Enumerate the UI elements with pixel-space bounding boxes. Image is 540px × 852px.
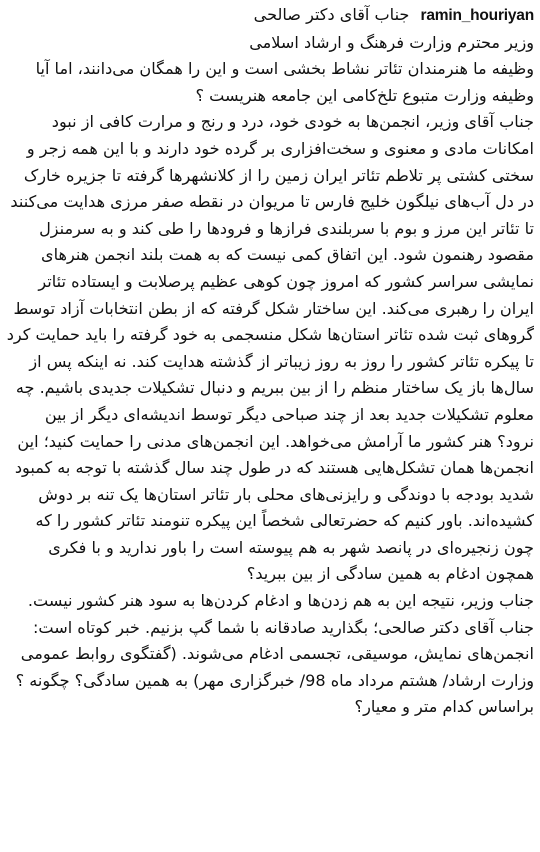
post-caption [6,2,534,852]
caption-paragraph-body: جناب آقای وزیر، انجمن‌ها به خودی خود، درد و رنج و مرارت کافی از نبود امکانات مادی و معنوی و سخت‌افزاری بر گرده خود دارند و با این همه زجر و سختی کشتی پر تلاطم تئاتر ایران زمین را از کلانشهرها گرفته تا جزیره خارک در دل آب‌های نیلگون خلیج فارس تا مریوان در نقطه صفر مرزی هدایت می‌کنند تا تئاتر این مرز و بوم با سربلندی فرازها و فرودها را طی کند و به سرمنزل مقصود رهنمون شود. این اتفاق کمی نیست که به همت بلند انجمن هنرهای نمایشی سراسر کشور که امروز چون کوهی عظیم پرصلابت و ایستاده تئاتر ایران را رهبری می‌کند. این ساختار شکل گرفته که از بطن انتخابات آزاد توسط گروهای ثبت شده تئاتر استان‌ها شکل منسجمی به خود گرفته را باید حمایت کرد تا پیکره تئاتر کشور را روز به روز زیباتر از گذشته هدایت کند. نه اینکه پس از سال‌ها باز یک ساختار منظم را از بین ببریم و دنبال تشکیلات جدیدی باشیم. چه معلوم تشکیلات جدید بعد از چند صباحی دیگر توسط اندیشه‌ای دیگر از بین نرود؟ هنر کشور ما آرامش می‌خواهد. این انجمن‌های مدنی را حمایت کنید؛ این انجمن‌ها همان تشکل‌هایی هستند که در طول چند سال گذشته با توجه به کمبود شدید بودجه با دوندگی و رایزنی‌های محلی بار تئاتر استان‌ها یک تنه بر دوش کشیده‌اند. باور کنیم که حضرتعالی شخصاً این پیکره تنومند تئاتر کشور را که چون زنجیره‌ای در پانصد شهر به هم پیوسته است را باور ندارید و با فکری همچون ادغام به همین سادگی از بین ببرید؟ [6,112,534,584]
caption-paragraph-addressee: وزیر محترم وزارت فرهنگ و ارشاد اسلامی [249,32,534,52]
caption-paragraph-salutation [6,2,534,30]
post-username[interactable]: ramin_houriyan [420,7,534,24]
caption-paragraph-intro: وظیفه ما هنرمندان تئاتر نشاط بخشی است و این را همگان می‌دانند، اما آیا وظیفه وزارت متبوع تلخ‌کامی این جامعه هنریست ؟ [35,59,534,105]
caption-paragraph-closing: جناب وزیر، نتیجه این به هم زدن‌ها و ادغام کردن‌ها به سود هنر کشور نیست. جناب آقای دکتر صالحی؛ بگذارید صادقانه با شما گپ بزنیم. خبر کوتاه است: انجمن‌های نمایش، موسیقی، تجسمی ادغام می‌شوند. (گفتگوی روابط عمومی وزارت ارشاد/ هشتم مرداد ماه 98/ خبرگزاری مهر) به همین سادگی؟ چگونه ؟ براساس کدام متر و معیار؟ [15,591,534,717]
caption-salutation-text: جناب آقای دکتر صالحی [253,5,410,24]
